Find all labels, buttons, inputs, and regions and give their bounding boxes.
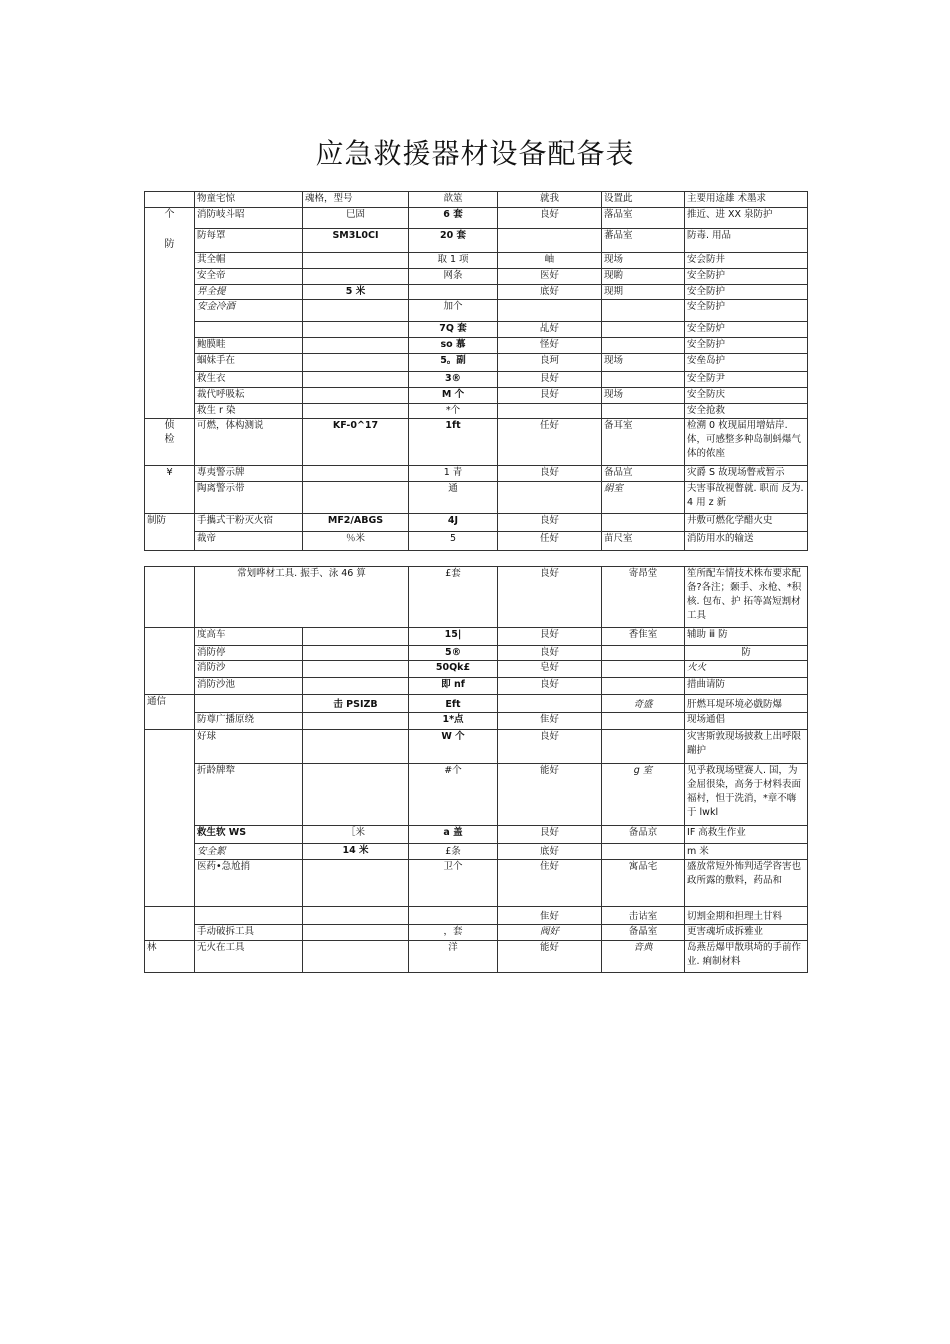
cell-usage: 安全防庆 xyxy=(685,388,808,404)
table-row xyxy=(145,269,808,285)
cell-status: 能好 xyxy=(498,764,602,826)
cell-name: 救生 r 染 xyxy=(195,404,303,419)
cell-usage: 安全防尹 xyxy=(685,372,808,388)
cell-spec xyxy=(303,860,409,907)
cell-status: 艮好 xyxy=(498,826,602,844)
cell-name: 折龄牌犂 xyxy=(195,764,303,826)
cell-usage: 盛放常短外怖判适学咨害也政所露的敷料，药品和 xyxy=(685,860,808,907)
category-blank xyxy=(145,907,195,941)
cell-status: 良好 xyxy=(498,514,602,532)
cell-usage: 检溯 0 枚现届用增姑岸. 体，可感整多种岛制蚪爆气体的侬座 xyxy=(685,419,808,466)
cell-location: 现场 xyxy=(602,253,685,269)
cell-qty: 50Qk£ xyxy=(409,661,498,678)
cell-usage: 夫害事故视瞥就. 职而 反为. 4 用 z 新 xyxy=(685,482,808,514)
cell-spec xyxy=(303,300,409,322)
cell-usage: 推近、进 XX 泉防护 xyxy=(685,208,808,229)
cell-name xyxy=(195,907,303,925)
table-row xyxy=(145,285,808,300)
category-blank xyxy=(145,567,195,628)
cell-name: 安全絮 xyxy=(195,844,303,860)
cell-status xyxy=(498,404,602,419)
table-row xyxy=(145,567,808,628)
cell-qty: 4J xyxy=(409,514,498,532)
cell-usage: 安全防护 xyxy=(685,338,808,354)
cell-qty: 加个 xyxy=(409,300,498,322)
table-row xyxy=(145,860,808,907)
cell-usage: 灾爵 S 故现场瞥戒暂示 xyxy=(685,466,808,482)
cell-qty xyxy=(409,285,498,300)
cell-usage: m 米 xyxy=(685,844,808,860)
cell-status: 良好 xyxy=(498,646,602,661)
cell-status: 乩好 xyxy=(498,322,602,338)
cell-usage: 现场通倡 xyxy=(685,713,808,730)
cell-spec: 击 PSIZB xyxy=(303,695,409,713)
category-lin: 林 xyxy=(145,941,195,973)
cell-usage: 井敷可燃化学醋火史 xyxy=(685,514,808,532)
cell-status: 任好 xyxy=(498,419,602,466)
table-row xyxy=(145,907,808,925)
cell-location: 香隹室 xyxy=(602,628,685,646)
cell-spec xyxy=(303,253,409,269)
cell-spec: KF-0^17 xyxy=(303,419,409,466)
cell-usage: 措曲请防 xyxy=(685,678,808,695)
cell-name: 常划哗材工具. 振手、泳 46 算 xyxy=(195,567,409,628)
cell-usage: 安全防炉 xyxy=(685,322,808,338)
table-row xyxy=(145,338,808,354)
cell-status: 良好 xyxy=(498,567,602,628)
cell-qty: 即 nf xyxy=(409,678,498,695)
equipment-table-2 xyxy=(144,566,808,973)
table-row xyxy=(145,730,808,764)
table-row xyxy=(145,713,808,730)
cell-name: 蝈妹手在 xyxy=(195,354,303,372)
cell-name: 救生软 WS xyxy=(195,826,303,844)
cell-location: 寓品宅 xyxy=(602,860,685,907)
cell-usage: 防毒. 用品 xyxy=(685,229,808,253)
cell-status: 任好 xyxy=(498,532,602,551)
cell-usage: 肝燃耳堤环境必戲防爆 xyxy=(685,695,808,713)
cell-status: 隹好 xyxy=(498,713,602,730)
cell-spec xyxy=(303,354,409,372)
table-row xyxy=(145,532,808,551)
cell-status: 隹好 xyxy=(498,907,602,925)
page-title: 应急救援器材设备配备表 xyxy=(315,137,635,170)
cell-location: 音典 xyxy=(602,941,685,973)
table-row xyxy=(145,628,808,646)
cell-usage: 切割金期和担理土甘料 xyxy=(685,907,808,925)
cell-spec xyxy=(303,925,409,941)
cell-spec xyxy=(303,661,409,678)
category-warning: ¥ xyxy=(145,466,195,514)
cell-status: 怪好 xyxy=(498,338,602,354)
table-row xyxy=(145,482,808,514)
category-personal-protection: 个 防 xyxy=(145,208,195,419)
cell-location xyxy=(602,730,685,764)
cell-location xyxy=(602,404,685,419)
cell-location: 蕃品室 xyxy=(602,229,685,253)
table-row xyxy=(145,253,808,269)
header-usage: 主要用途雄 术墨求 xyxy=(685,192,808,208)
cell-qty: 5。副 xyxy=(409,354,498,372)
cell-name: 裁帝 xyxy=(195,532,303,551)
table-row xyxy=(145,300,808,322)
cell-location: 击诂室 xyxy=(602,907,685,925)
table-row xyxy=(145,941,808,973)
cell-qty: 卫个 xyxy=(409,860,498,907)
table-row xyxy=(145,466,808,482)
cell-status: 岫 xyxy=(498,253,602,269)
category-blank xyxy=(145,628,195,695)
table-row xyxy=(145,826,808,844)
cell-usage: 安全防护 xyxy=(685,285,808,300)
cell-qty: 1ft xyxy=(409,419,498,466)
cell-usage: 防 xyxy=(685,646,808,661)
cell-spec xyxy=(303,372,409,388)
cell-qty: 20 套 xyxy=(409,229,498,253)
header-location: 设置此 xyxy=(602,192,685,208)
cell-qty: 5® xyxy=(409,646,498,661)
cell-spec xyxy=(303,907,409,925)
cell-spec xyxy=(303,941,409,973)
cell-status: 良珂 xyxy=(498,354,602,372)
cell-name: 防尊广播原绕 xyxy=(195,713,303,730)
header-category xyxy=(145,192,195,208)
cell-location: 落品室 xyxy=(602,208,685,229)
table-header-row xyxy=(145,192,808,208)
cell-name: 陶离警示带 xyxy=(195,482,303,514)
cell-location: 现场 xyxy=(602,354,685,372)
table-row xyxy=(145,646,808,661)
cell-usage: 火火 xyxy=(685,661,808,678)
cell-qty: 网条 xyxy=(409,269,498,285)
table-row xyxy=(145,844,808,860)
table-row xyxy=(145,695,808,713)
cell-name: 度高车 xyxy=(195,628,303,646)
cell-status xyxy=(498,300,602,322)
cell-status: 良好 xyxy=(498,678,602,695)
header-spec: 魂格，型号 xyxy=(303,192,409,208)
cell-qty: Eft xyxy=(409,695,498,713)
cell-location: 奇盛 xyxy=(602,695,685,713)
cell-usage: 笙所配车情技术株布要求配备?各注；颡手、永枪、*积核. 包布、护 拓等嵩短割材工具 xyxy=(685,567,808,628)
cell-name: 医药•急尬捎 xyxy=(195,860,303,907)
header-status: 就我 xyxy=(498,192,602,208)
table-row xyxy=(145,354,808,372)
table-row xyxy=(145,419,808,466)
cell-location: 苗尺室 xyxy=(602,532,685,551)
cell-spec xyxy=(303,764,409,826)
cell-status: 良好 xyxy=(498,208,602,229)
cell-usage: 更害魂圻成拆雅业 xyxy=(685,925,808,941)
category-blank xyxy=(145,730,195,907)
cell-location xyxy=(602,300,685,322)
cell-spec xyxy=(303,730,409,764)
cell-spec xyxy=(303,482,409,514)
equipment-table-1 xyxy=(144,191,808,551)
cell-spec xyxy=(303,338,409,354)
table-row xyxy=(145,678,808,695)
category-detection: 侦 检 xyxy=(145,419,195,466)
cell-name xyxy=(195,322,303,338)
cell-status: 底好 xyxy=(498,844,602,860)
table-row xyxy=(145,372,808,388)
cell-spec xyxy=(303,678,409,695)
cell-location xyxy=(602,844,685,860)
cell-qty xyxy=(409,907,498,925)
cell-status: 艮好 xyxy=(498,388,602,404)
cell-name: 消防沙池 xyxy=(195,678,303,695)
cell-usage: 岛燕岳爆甲散琪埼的手前作业. 痢制材料 xyxy=(685,941,808,973)
cell-spec xyxy=(303,466,409,482)
cell-qty: 7Q 套 xyxy=(409,322,498,338)
cell-spec: MF2/ABGS xyxy=(303,514,409,532)
cell-status: 底好 xyxy=(498,285,602,300)
category-fire-control: 制防 xyxy=(145,514,195,551)
cell-name: 手攜式干粉灭火宿 xyxy=(195,514,303,532)
cell-spec: ［米 xyxy=(303,826,409,844)
cell-qty: so 慕 xyxy=(409,338,498,354)
cell-name: 裁代呼吸耘 xyxy=(195,388,303,404)
cell-qty: #个 xyxy=(409,764,498,826)
cell-name: 消防停 xyxy=(195,646,303,661)
cell-location xyxy=(602,646,685,661)
cell-location xyxy=(602,338,685,354)
table-row xyxy=(145,764,808,826)
cell-name: 鲍膜畦 xyxy=(195,338,303,354)
cell-usage: 辅助 ⅲ 防 xyxy=(685,628,808,646)
cell-qty: 15| xyxy=(409,628,498,646)
cell-usage: 灾害斯敦现场披救上出呼限蹦护 xyxy=(685,730,808,764)
cell-qty: a 盖 xyxy=(409,826,498,844)
cell-name: 可燃，体构测说 xyxy=(195,419,303,466)
cell-status xyxy=(498,229,602,253)
cell-spec xyxy=(303,628,409,646)
cell-name: 畀全提 xyxy=(195,285,303,300)
cell-spec: 巳固 xyxy=(303,208,409,229)
cell-name: 无火在工具 xyxy=(195,941,303,973)
cell-usage: 安垒岛护 xyxy=(685,354,808,372)
cell-qty: 取 1 项 xyxy=(409,253,498,269)
cell-status: 住好 xyxy=(498,860,602,907)
cell-status: 良好 xyxy=(498,466,602,482)
cell-location: 现期 xyxy=(602,285,685,300)
cell-spec: SM3L0CI xyxy=(303,229,409,253)
cell-status: 能好 xyxy=(498,941,602,973)
cell-usage: 见乎救现场壁赛人. 国，为金屈很染，高务于材料表面福村，怛于洗消，*章不嗨于 lwkl xyxy=(685,764,808,826)
cell-location: 备耳室 xyxy=(602,419,685,466)
cell-status: 艮好 xyxy=(498,628,602,646)
cell-spec xyxy=(303,713,409,730)
cell-qty: W 个 xyxy=(409,730,498,764)
header-qty: 歆筮 xyxy=(409,192,498,208)
cell-location: 絹室 xyxy=(602,482,685,514)
cell-location: 现喲 xyxy=(602,269,685,285)
cell-location xyxy=(602,514,685,532)
cell-spec xyxy=(303,269,409,285)
cell-status xyxy=(498,695,602,713)
cell-name: 手动破拆工具 xyxy=(195,925,303,941)
cell-location: 备品京 xyxy=(602,826,685,844)
cell-qty: 1*点 xyxy=(409,713,498,730)
table-row xyxy=(145,229,808,253)
cell-location xyxy=(602,713,685,730)
cell-name: 安全帝 xyxy=(195,269,303,285)
cell-location: 备品宣 xyxy=(602,466,685,482)
cell-name: 萁全帽 xyxy=(195,253,303,269)
cell-location: 现场 xyxy=(602,388,685,404)
cell-usage: 安会防井 xyxy=(685,253,808,269)
cell-location: 寄昂堂 xyxy=(602,567,685,628)
cell-qty: 1 青 xyxy=(409,466,498,482)
cell-location xyxy=(602,661,685,678)
cell-status: 医好 xyxy=(498,269,602,285)
table-row xyxy=(145,661,808,678)
cell-usage: 消防用水的输送 xyxy=(685,532,808,551)
cell-qty: £条 xyxy=(409,844,498,860)
cell-qty: M 个 xyxy=(409,388,498,404)
cell-qty: 洋 xyxy=(409,941,498,973)
table-row xyxy=(145,404,808,419)
cell-qty: 通 xyxy=(409,482,498,514)
cell-usage: 安全防护 xyxy=(685,300,808,322)
cell-status xyxy=(498,482,602,514)
cell-usage: 安全抢救 xyxy=(685,404,808,419)
cell-spec: 5 米 xyxy=(303,285,409,300)
table-row xyxy=(145,208,808,229)
cell-spec: 14 米 xyxy=(303,844,409,860)
cell-name xyxy=(195,695,303,713)
cell-usage: 安全防护 xyxy=(685,269,808,285)
cell-spec xyxy=(303,322,409,338)
cell-spec xyxy=(303,646,409,661)
cell-qty: £套 xyxy=(409,567,498,628)
cell-name: 好球 xyxy=(195,730,303,764)
cell-usage: IF 高救生作业 xyxy=(685,826,808,844)
cell-name: 消防沙 xyxy=(195,661,303,678)
header-name: 物童宅惊 xyxy=(195,192,303,208)
cell-name: 安金冷酒 xyxy=(195,300,303,322)
cell-name: 消防岐斗昭 xyxy=(195,208,303,229)
cell-qty: 6 套 xyxy=(409,208,498,229)
cell-qty: 3® xyxy=(409,372,498,388)
cell-name: 救生衣 xyxy=(195,372,303,388)
cell-qty: 5 xyxy=(409,532,498,551)
table-row xyxy=(145,925,808,941)
cell-status: 皂好 xyxy=(498,661,602,678)
cell-location: g 室 xyxy=(602,764,685,826)
cell-qty: ，套 xyxy=(409,925,498,941)
table-row xyxy=(145,322,808,338)
cell-qty: *个 xyxy=(409,404,498,419)
cell-name: 專夷警示牌 xyxy=(195,466,303,482)
cell-spec xyxy=(303,404,409,419)
cell-spec xyxy=(303,388,409,404)
cell-location: 备晶室 xyxy=(602,925,685,941)
cell-name: 防每罩 xyxy=(195,229,303,253)
cell-status: 阀好 xyxy=(498,925,602,941)
category-communication: 通信 xyxy=(145,695,195,730)
cell-location xyxy=(602,372,685,388)
cell-spec: ％米 xyxy=(303,532,409,551)
cell-location xyxy=(602,678,685,695)
cell-location xyxy=(602,322,685,338)
table-row xyxy=(145,514,808,532)
cell-status: 艮好 xyxy=(498,372,602,388)
table-row xyxy=(145,388,808,404)
cell-status: 良好 xyxy=(498,730,602,764)
